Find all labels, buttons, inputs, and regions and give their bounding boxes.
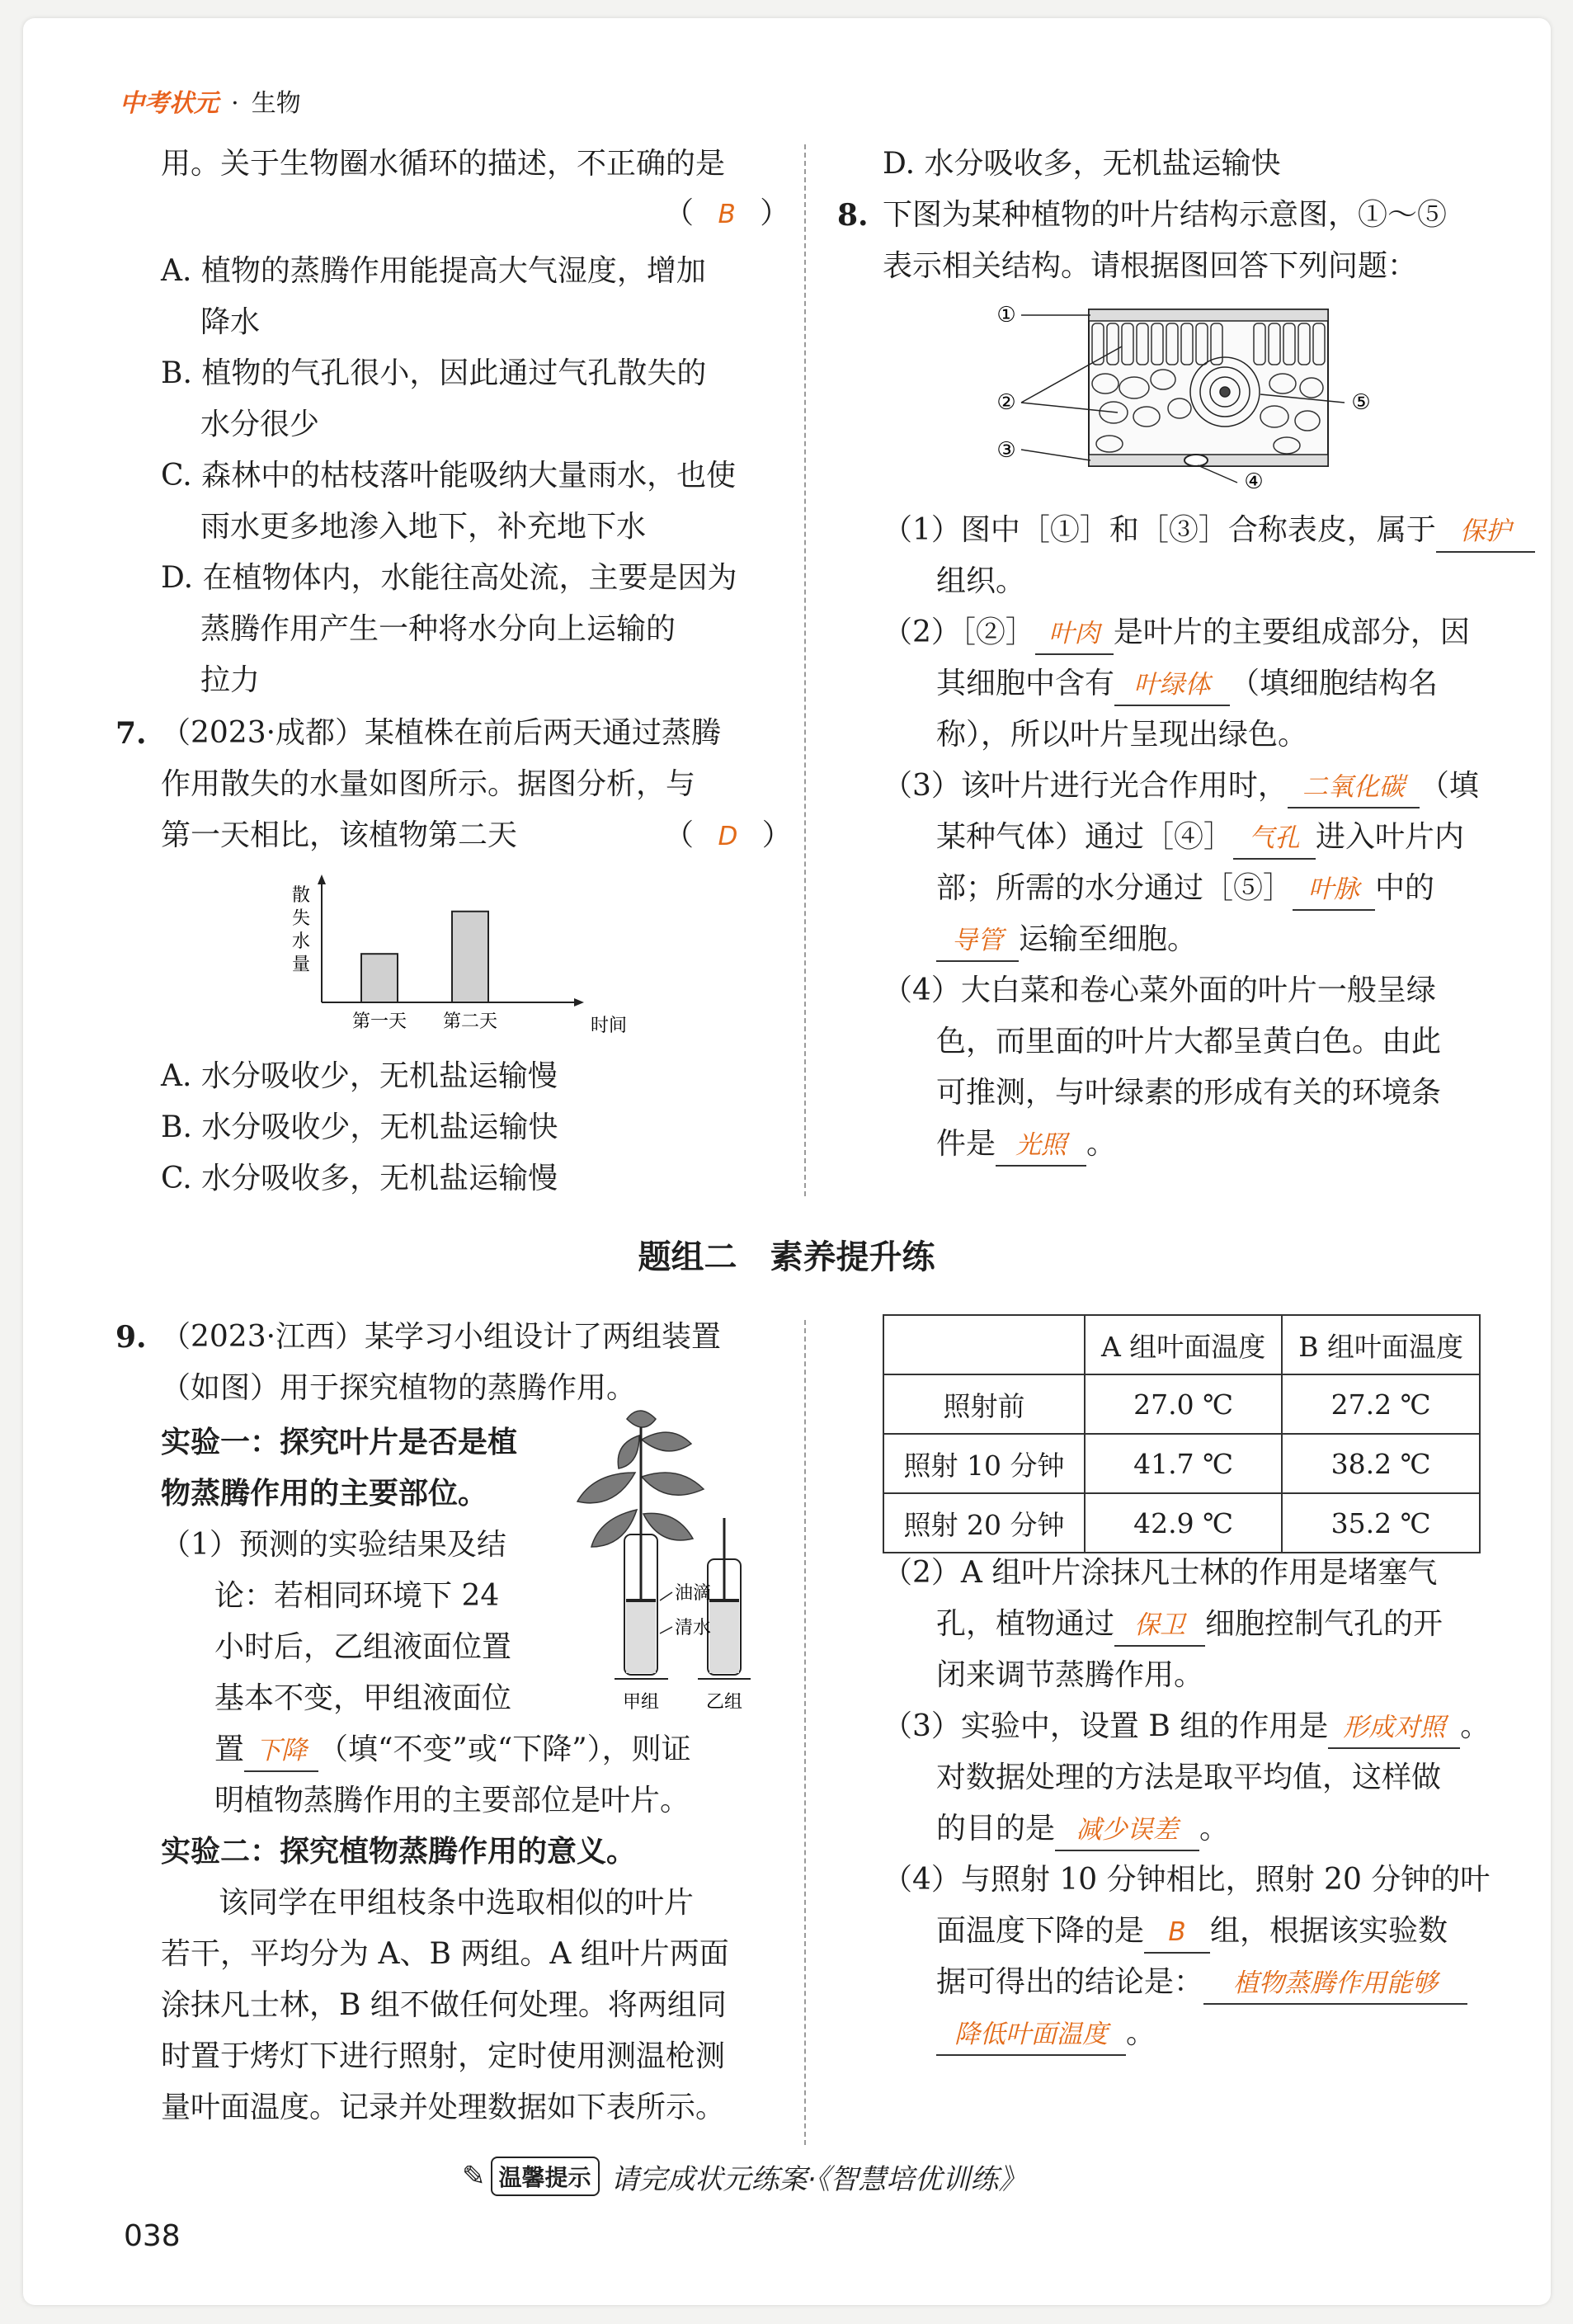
tube-jia-water <box>626 1600 656 1673</box>
q9-p2-text2: 细胞控制气孔的开 <box>1205 1607 1443 1641</box>
table-header-cell: A 组叶面温度 <box>1085 1315 1282 1374</box>
q8-part1 <box>883 505 1535 556</box>
q8-p3-text2: （填 <box>1419 769 1479 803</box>
chart-x-arrow <box>574 998 584 1006</box>
transpiration-apparatus-figure <box>544 1402 792 1716</box>
q8-p3-text4: 进入叶片内 <box>1316 820 1465 854</box>
q9-p4-line2 <box>936 1906 1448 1957</box>
table-row <box>883 1374 1480 1434</box>
q9-p4-text: 面温度下降的是 <box>936 1914 1145 1948</box>
q8-p3-answer2: 气孔 <box>1249 823 1301 853</box>
q8-part3-line4 <box>936 914 1197 965</box>
q6-line1: 用。关于生物圈水循环的描述，不正确的是 <box>161 147 726 181</box>
q8-p3-answer3: 叶脉 <box>1308 874 1360 904</box>
pointer-oil <box>660 1592 672 1600</box>
q8-part3-line3 <box>936 863 1434 914</box>
bracket-close: ） <box>760 196 790 230</box>
pointer-water <box>660 1627 672 1633</box>
tip-label: 温馨提示 <box>491 2157 600 2196</box>
label-5: ⑤ <box>1351 390 1371 415</box>
q9-p4-answer2-cont: 降低叶面温度 <box>954 2020 1108 2049</box>
page-number: 038 <box>124 2219 181 2253</box>
q9-p2-line1: （2）A 组叶片涂抹凡士林的作用是堵塞气 <box>883 1556 1438 1590</box>
column-divider-top <box>804 144 806 1196</box>
q9-p1-line4: 基本不变，甲组液面位 <box>214 1681 512 1715</box>
q9-p1-line5 <box>214 1724 691 1775</box>
subject-label: 生物 <box>251 89 301 118</box>
chart-xlabel: 时间 <box>590 1016 628 1036</box>
q9-p1-pre: 置 <box>214 1732 245 1766</box>
table-cell: 38.2 ℃ <box>1282 1434 1480 1493</box>
q6-option-c: C. 森林中的枯枝落叶能吸纳大量雨水，也使 <box>161 459 737 493</box>
q9-p3-text: （3）实验中，设置 B 组的作用是 <box>883 1709 1329 1743</box>
q9-p3-answer2: 减少误差 <box>1076 1815 1179 1845</box>
q6-option-b-cont: 水分很少 <box>200 408 320 441</box>
q8-p3-text3: 某种气体）通过［④］ <box>936 820 1234 854</box>
q8-line2: 表示相关结构。请根据图回答下列问题： <box>883 249 1418 283</box>
q9-p2-answer: 保卫 <box>1134 1610 1186 1640</box>
q8-p3-text5: 部；所需的水分通过［⑤］ <box>936 871 1293 905</box>
label-yi: 乙组 <box>705 1692 743 1713</box>
q6-option-a-cont: 降水 <box>200 305 261 339</box>
q9-p3-line2: 对数据处理的方法是取平均值，这样做 <box>936 1761 1442 1794</box>
q9-p2-line3: 闭来调节蒸腾作用。 <box>936 1658 1204 1692</box>
table-cell: 照射 10 分钟 <box>883 1434 1085 1493</box>
q6-option-d-cont2: 拉力 <box>200 663 261 697</box>
q7-line2: 作用散失的水量如图所示。据图分析，与 <box>161 767 696 801</box>
q8-p4-text: 件是 <box>936 1127 996 1161</box>
label-1: ① <box>996 303 1016 328</box>
label-oil: 油滴 <box>675 1583 712 1604</box>
q9-exp1-title2: 物蒸腾作用的主要部位。 <box>161 1477 488 1511</box>
q8-p3-text7: 运输至细胞。 <box>1019 922 1198 956</box>
tube-yi-water <box>709 1600 739 1673</box>
table-cell: 35.2 ℃ <box>1282 1493 1480 1553</box>
bracket-open: （ <box>664 818 695 852</box>
tip-text: 请完成状元练案·《智慧培优训练》 <box>610 2162 1027 2196</box>
q9-p1-line1: （1）预测的实验结果及结 <box>161 1528 506 1562</box>
q9-p4-text3: 据可得出的结论是： <box>936 1965 1204 1999</box>
q9-exp2-line2: 若干，平均分为 A、B 两组。A 组叶片两面 <box>161 1937 729 1971</box>
q6-option-d-cont: 蒸腾作用产生一种将水分向上运输的 <box>200 612 676 646</box>
chart-ylabel-3: 水 <box>291 931 311 952</box>
q8-p3-answer4: 导管 <box>952 926 1003 955</box>
header <box>120 82 301 124</box>
q9-exp2-line5: 量叶面温度。记录并处理数据如下表所示。 <box>161 2091 726 2124</box>
q7-answer-bracket <box>664 810 792 862</box>
table-cell: 27.2 ℃ <box>1282 1374 1480 1434</box>
bar-1 <box>361 954 398 1002</box>
leaf-structure-diagram <box>990 297 1386 495</box>
q6-option-c-cont: 雨水更多地渗入地下，补充地下水 <box>200 510 647 544</box>
section-title: 题组二 素养提升练 <box>638 1238 935 1276</box>
bracket-close: ） <box>761 818 792 852</box>
bracket-open: （ <box>664 196 695 230</box>
table-cell: 照射 20 分钟 <box>883 1493 1085 1553</box>
q8-line1: 下图为某种植物的叶片结构示意图，①～⑤ <box>883 198 1448 232</box>
chart-ylabel-2: 失 <box>291 908 311 929</box>
vein-bundle <box>1190 357 1260 427</box>
q9-p4-answer1: B <box>1168 1917 1186 1947</box>
q9-data-table <box>883 1314 1481 1553</box>
q9-exp2-line1: 该同学在甲组枝条中选取相似的叶片 <box>219 1886 695 1920</box>
table-cell: 42.9 ℃ <box>1085 1493 1282 1553</box>
chart-ylabel-4: 量 <box>291 955 311 975</box>
bar-2 <box>452 912 488 1002</box>
q6-option-b: B. 植物的气孔很小，因此通过气孔散失的 <box>161 356 707 390</box>
q7-option-d: D. 水分吸收多，无机盐运输快 <box>883 147 1281 181</box>
header-dot: · <box>231 89 239 118</box>
q9-exp2-title: 实验二：探究植物蒸腾作用的意义。 <box>161 1835 637 1869</box>
q7-line3: 第一天相比，该植物第二天 <box>161 818 518 852</box>
q9-p4-line4 <box>936 2008 1156 2059</box>
q8-p2-text5: 称），所以叶片呈现出绿色。 <box>936 718 1308 752</box>
q8-p2-text: （2）［②］ <box>883 615 1035 649</box>
q8-p3-text: （3）该叶片进行光合作用时， <box>883 769 1288 803</box>
q8-p4-line4 <box>936 1119 1116 1170</box>
q9-line2: （如图）用于探究植物的蒸腾作用。 <box>161 1371 637 1405</box>
upper-epidermis <box>1089 309 1328 321</box>
brand-logo: 中考状元 <box>120 89 219 118</box>
q8-part2-line2 <box>936 658 1438 709</box>
q7-option-c: C. 水分吸收多，无机盐运输慢 <box>161 1162 558 1195</box>
q6-answer-bracket <box>664 188 789 240</box>
q9-p3-line3 <box>936 1803 1229 1855</box>
q6-option-d: D. 在植物体内，水能往高处流，主要是因为 <box>161 561 737 595</box>
chart-ylabel: 散 <box>291 885 311 906</box>
q9-exp2-line4: 时置于烤灯下进行照射，定时使用测温枪测 <box>161 2039 726 2073</box>
q8-part3-line1 <box>883 761 1479 812</box>
label-water: 清水 <box>675 1618 712 1638</box>
q8-p2-text3: 其细胞中含有 <box>936 667 1115 700</box>
table-cell: 27.0 ℃ <box>1085 1374 1282 1434</box>
q9-p1-line3: 小时后，乙组液面位置 <box>214 1630 512 1664</box>
label-jia: 甲组 <box>622 1692 660 1713</box>
q8-part3-line2 <box>936 812 1464 863</box>
q8-p4-line2: 色，而里面的叶片大都呈黄白色。由此 <box>936 1025 1442 1058</box>
pen-icon: ✎ <box>462 2160 486 2193</box>
q9-p2-text: 孔，植物通过 <box>936 1607 1115 1641</box>
table-header-row <box>883 1315 1480 1374</box>
q9-exp2-line3: 涂抹凡士林，B 组不做任何处理。将两组同 <box>161 1988 727 2022</box>
q9-p3-text3: 的目的是 <box>936 1812 1056 1846</box>
q7-bar-chart <box>280 874 643 1056</box>
q9-p4-text2: 组，根据该实验数 <box>1210 1914 1448 1948</box>
q6-answer: B <box>718 200 736 229</box>
q7-answer: D <box>718 822 738 851</box>
q7-number: 7. <box>115 716 147 751</box>
q8-p4-answer: 光照 <box>1015 1130 1067 1160</box>
q8-p4-line3: 可推测，与叶绿素的形成有关的环境条 <box>936 1076 1442 1110</box>
leaf-outline <box>1089 309 1328 466</box>
table-row <box>883 1493 1480 1553</box>
table-cell: 41.7 ℃ <box>1085 1434 1282 1493</box>
q9-p1-last: 明植物蒸腾作用的主要部位是叶片。 <box>214 1784 690 1817</box>
q8-p4-line1: （4）大白菜和卷心菜外面的叶片一般呈绿 <box>883 973 1436 1007</box>
q8-p3-text6: 中的 <box>1375 871 1435 905</box>
q9-p4-answer2: 植物蒸腾作用能够 <box>1233 1968 1439 1998</box>
q8-p3-answer1: 二氧化碳 <box>1302 772 1405 802</box>
chart-y-arrow <box>318 874 326 884</box>
q9-p1-line2: 论：若相同环境下 24 <box>214 1579 500 1613</box>
q8-part2-line1 <box>883 607 1470 658</box>
footer-tip <box>462 2153 1026 2199</box>
table-header-cell: B 组叶面温度 <box>1282 1315 1480 1374</box>
q8-p2-text4: （填细胞结构名 <box>1230 667 1439 700</box>
q7-option-a: A. 水分吸收少，无机盐运输慢 <box>161 1059 558 1093</box>
bar-label-2: 第二天 <box>442 1011 498 1032</box>
q7-option-b: B. 水分吸收少，无机盐运输快 <box>161 1110 558 1144</box>
q9-p4-line1: （4）与照射 10 分钟相比，照射 20 分钟的叶 <box>883 1863 1491 1897</box>
stoma <box>1184 455 1208 466</box>
q8-p4-text2: 。 <box>1086 1127 1117 1161</box>
q9-line1: （2023·江西）某学习小组设计了两组装置 <box>161 1320 722 1354</box>
q8-p2-text2: 是叶片的主要组成部分，因 <box>1113 615 1470 649</box>
q9-p3-text4: 。 <box>1199 1812 1230 1846</box>
q8-p1-text2: 组织。 <box>936 564 1026 598</box>
label-3: ③ <box>996 438 1016 463</box>
bar-label-1: 第一天 <box>351 1011 407 1032</box>
q8-number: 8. <box>837 198 869 233</box>
column-divider-bottom <box>804 1320 806 2145</box>
q9-p4-text4: 。 <box>1126 2016 1156 2050</box>
q8-p1-answer: 保护 <box>1459 516 1511 546</box>
q6-option-a: A. 植物的蒸腾作用能提高大气湿度，增加 <box>161 254 706 288</box>
label-2: ② <box>996 390 1016 415</box>
q9-p3-line1 <box>883 1701 1490 1752</box>
q9-p1-post: （填“不变”或“下降”），则证 <box>318 1732 691 1766</box>
q8-p1-text: （1）图中［①］和［③］合称表皮，属于 <box>883 513 1436 547</box>
table-row <box>883 1434 1480 1493</box>
q9-p3-text2: 。 <box>1460 1709 1491 1743</box>
q9-p3-answer1: 形成对照 <box>1343 1713 1446 1742</box>
q7-line1: （2023·成都）某植株在前后两天通过蒸腾 <box>161 716 722 750</box>
table-header-cell <box>883 1315 1085 1374</box>
q8-p2-answer2: 叶绿体 <box>1133 670 1211 700</box>
q9-p1-answer: 下降 <box>256 1736 308 1765</box>
q9-p2-line2 <box>936 1599 1443 1650</box>
q9-number: 9. <box>115 1320 147 1355</box>
table-cell: 照射前 <box>883 1374 1085 1434</box>
q9-p4-line3 <box>936 1957 1467 2008</box>
q9-exp1-title: 实验一：探究叶片是否是植 <box>161 1426 518 1459</box>
label-4: ④ <box>1244 469 1264 494</box>
q8-p2-answer1: 叶肉 <box>1048 619 1100 648</box>
